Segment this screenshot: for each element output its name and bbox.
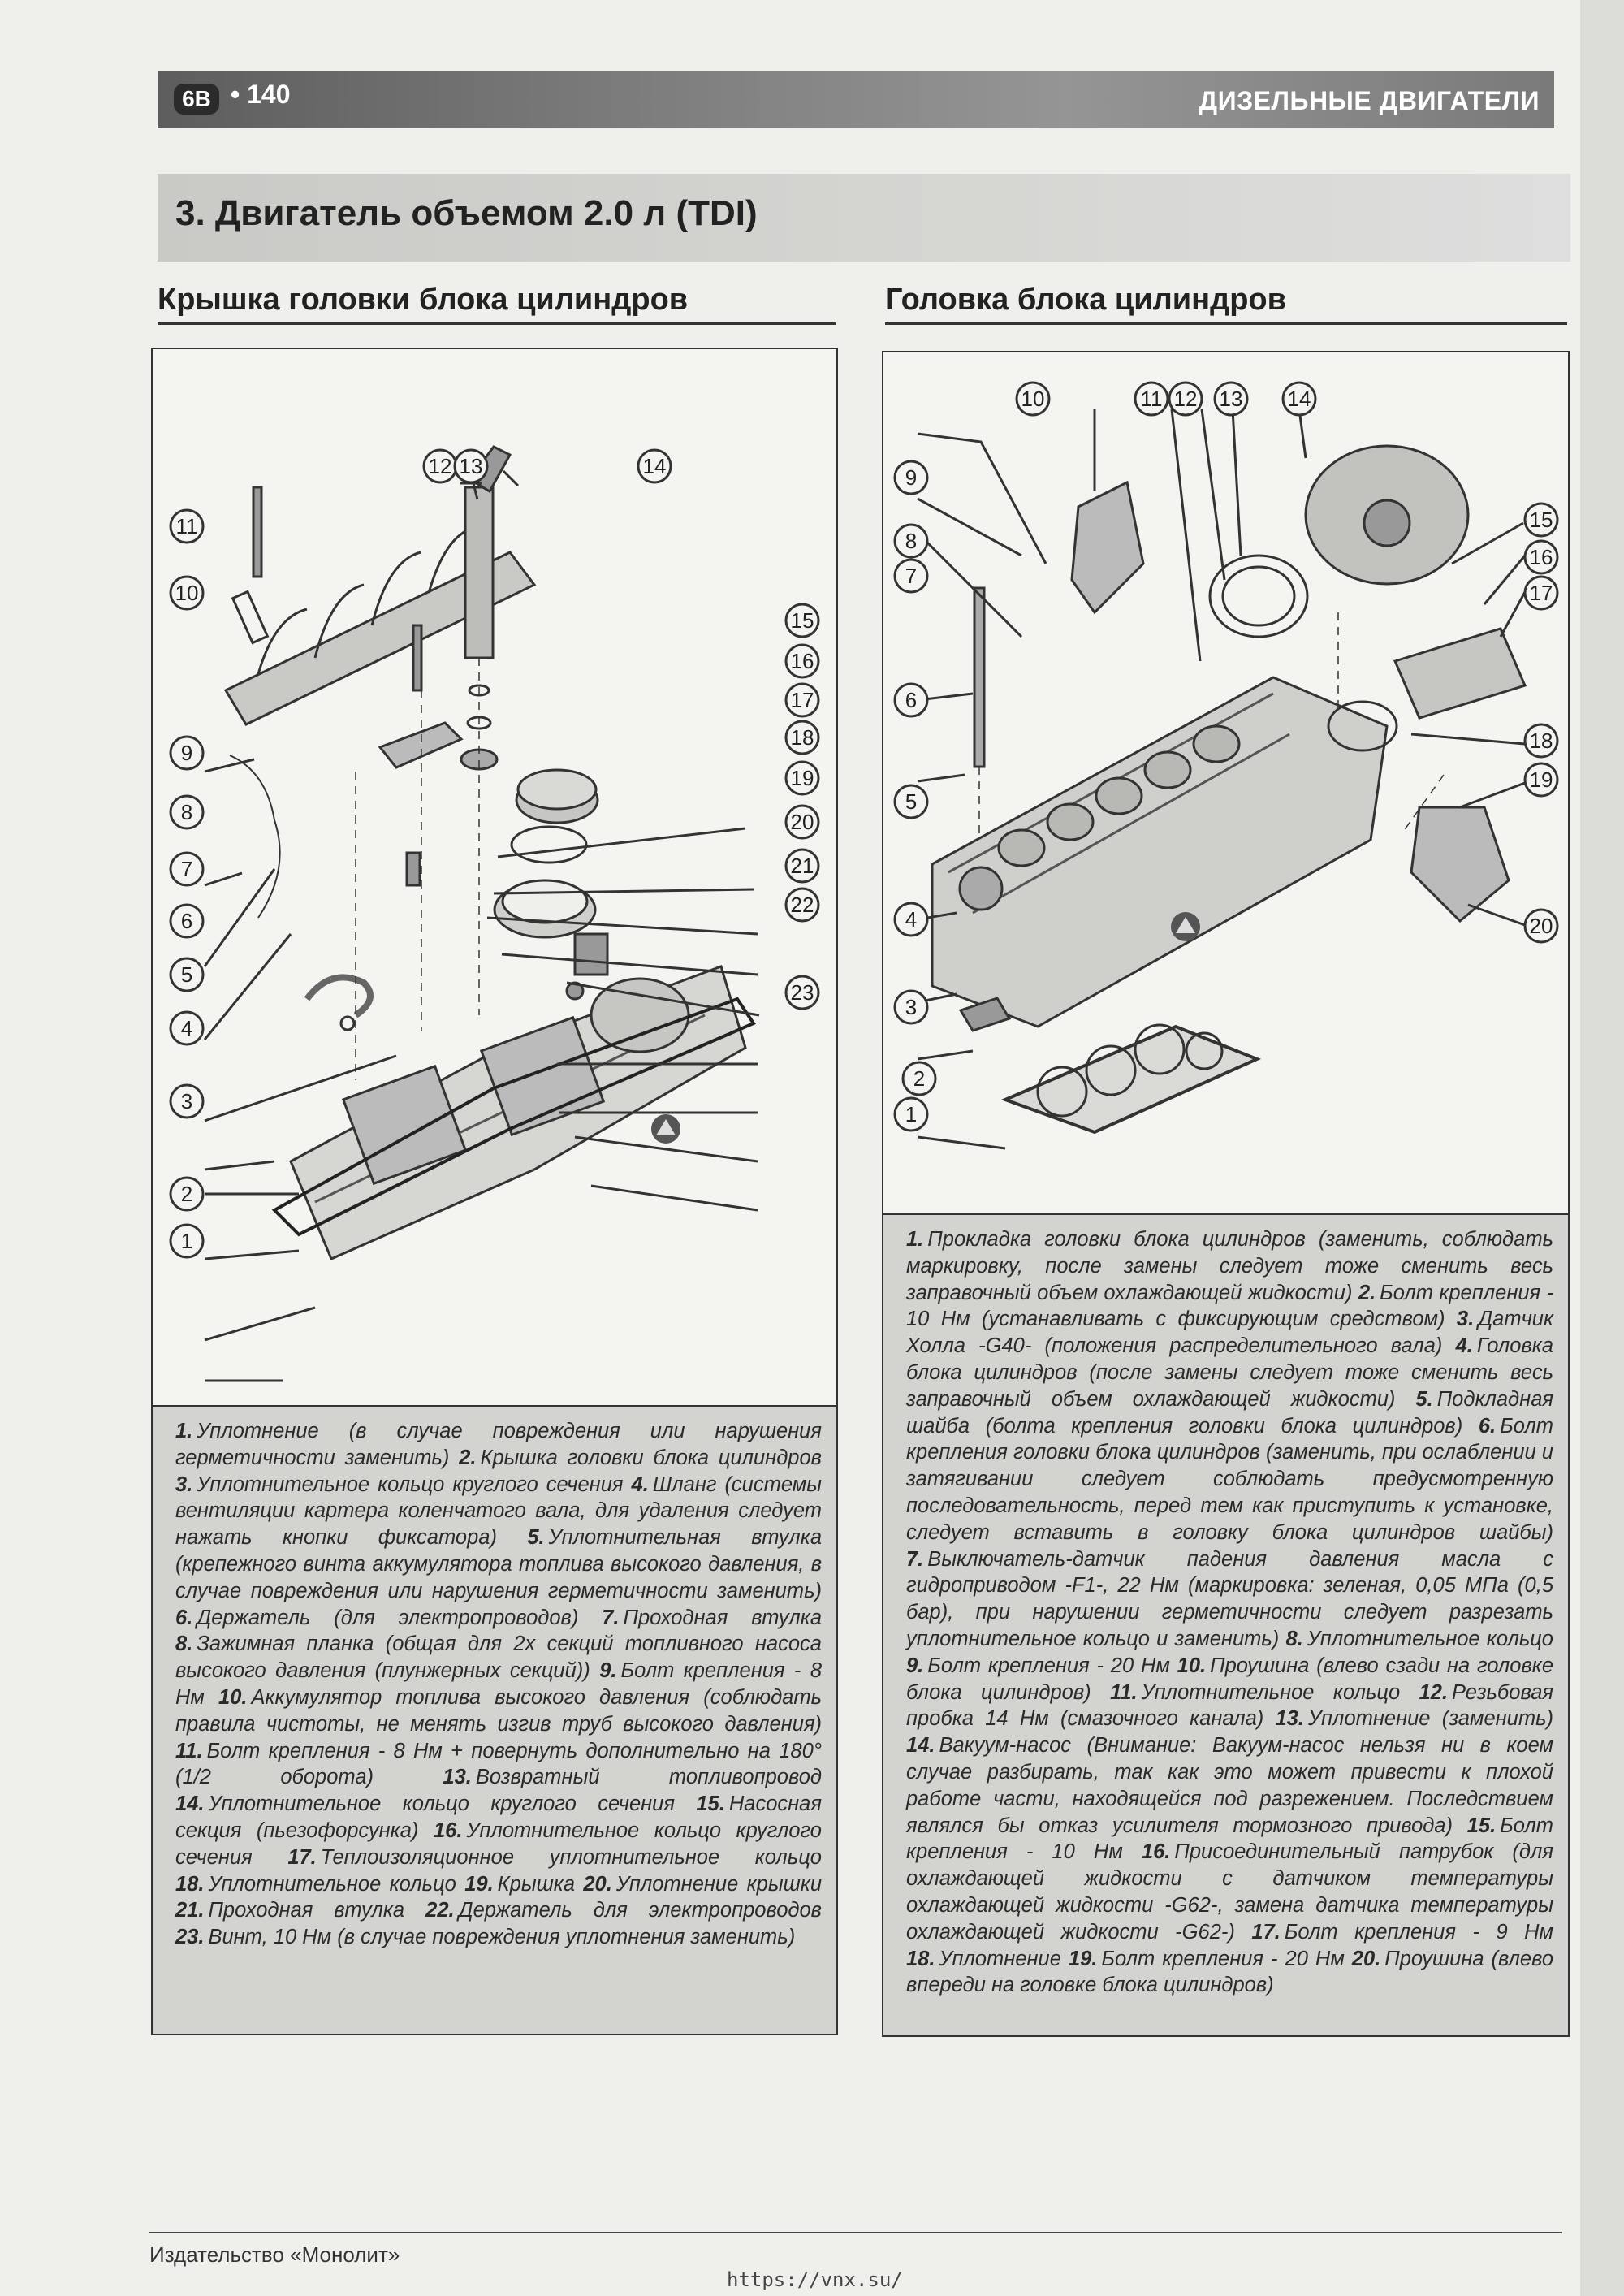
legend-text: Уплотнительное кольцо — [1307, 1627, 1553, 1650]
callout-21 — [786, 850, 818, 882]
legend-number: 11. — [1110, 1680, 1138, 1704]
callout-7 — [171, 853, 203, 885]
legend-text: Болт крепления - 10 Нм — [906, 1814, 1553, 1864]
svg-text:16: 16 — [790, 649, 814, 673]
legend-number: 18. — [906, 1947, 935, 1970]
legend-number: 10. — [218, 1685, 248, 1709]
callout-18 — [786, 721, 818, 754]
legend-number: 21. — [175, 1899, 205, 1922]
callout-20 — [1525, 910, 1557, 942]
legend-text: Болт крепления - 9 Нм — [1284, 1920, 1554, 1944]
legend-number: 18. — [175, 1872, 205, 1896]
legend-number: 13. — [443, 1766, 472, 1789]
svg-text:15: 15 — [790, 608, 814, 633]
legend-text: Головка блока цилиндров (после замены следует тоже сменить весь заправочный объем охлаждающей жидкости) — [906, 1334, 1553, 1411]
svg-text:11: 11 — [1140, 387, 1163, 411]
running-header — [158, 71, 1554, 128]
legend-text: Шланг (системы вентиляции картера коленчатого вала, для удаления следует нажать кнопки фиксатора) — [175, 1472, 822, 1550]
legend-number: 23. — [175, 1926, 205, 1949]
legend-text: Болт крепления - 8 Нм + повернуть дополнительно на 180° (1/2 оборота) — [175, 1739, 822, 1789]
callout-22 — [786, 889, 818, 921]
legend-text: Болт крепления - 10 Нм (устанавливать с фиксирующим средством) — [906, 1281, 1553, 1331]
svg-text:1: 1 — [905, 1102, 918, 1126]
callout-15 — [1525, 504, 1557, 536]
legend-number: 5. — [1415, 1387, 1433, 1411]
legend-text: Уплотнение (заменить) — [1308, 1707, 1553, 1731]
cylinder-head-cover-exploded-diagram — [153, 349, 836, 1405]
svg-text:1: 1 — [180, 1229, 193, 1253]
legend-number: 7. — [602, 1606, 620, 1629]
svg-text:7: 7 — [180, 857, 193, 881]
callout-10 — [1017, 383, 1049, 415]
legend-number: 14. — [175, 1792, 205, 1816]
legend-text: Вакуум-насос (Внимание: Вакуум-насос нельзя ни в коем случае разбирать, так как это может привести к плохой работе части, находящейся под разрежением. Последствием являлся бы отказ усилителя тормозного привода) — [906, 1734, 1553, 1837]
legend-text: Уплотнение крышки — [615, 1872, 823, 1896]
callout-13 — [1215, 383, 1247, 415]
legend-number: 8. — [1285, 1627, 1303, 1650]
svg-text:9: 9 — [905, 465, 918, 490]
legend-number: 8. — [175, 1632, 193, 1656]
callout-9 — [895, 461, 927, 494]
callout-3 — [171, 1085, 203, 1118]
legend-number: 6. — [1478, 1414, 1497, 1438]
callout-5 — [171, 958, 203, 991]
cylinder-head-cover-panel — [151, 348, 838, 2035]
svg-text:19: 19 — [790, 766, 814, 790]
callout-19 — [1525, 763, 1557, 796]
legend-number: 3. — [175, 1472, 193, 1496]
svg-text:14: 14 — [1287, 387, 1311, 411]
legend-text: Болт крепления - 20 Нм — [1101, 1947, 1352, 1970]
callout-14 — [638, 450, 671, 482]
callout-2 — [903, 1062, 935, 1095]
publisher-logo-icon — [651, 1114, 680, 1144]
svg-text:22: 22 — [790, 893, 814, 917]
legend-text: Болт крепления - 8 Нм — [175, 1659, 823, 1709]
legend-text: Возвратный топливопровод — [475, 1766, 823, 1789]
callout-1 — [895, 1098, 927, 1131]
svg-text:14: 14 — [642, 454, 667, 478]
svg-text:19: 19 — [1529, 767, 1553, 792]
section-title: ДИЗЕЛЬНЫЕ ДВИГАТЕЛИ — [1199, 86, 1540, 115]
left-column-heading: Крышка головки блока цилиндров — [158, 283, 836, 325]
legend-number: 3. — [1456, 1308, 1475, 1331]
callout-7 — [895, 560, 927, 592]
legend-number: 15. — [696, 1792, 725, 1816]
callout-23 — [786, 976, 818, 1009]
svg-text:10: 10 — [175, 581, 199, 605]
callout-1 — [171, 1225, 203, 1257]
svg-text:12: 12 — [428, 454, 452, 478]
page-edge-shadow — [1580, 0, 1624, 2296]
right-legend — [883, 1213, 1568, 2035]
legend-number: 19. — [1068, 1947, 1098, 1970]
legend-number: 22. — [425, 1899, 455, 1922]
callout-17 — [786, 684, 818, 716]
callout-3 — [895, 991, 927, 1023]
legend-text: Болт крепления головки блока цилиндров (заменить, при ослаблении и затягивании следует соблюдать предусмотренную последовательность, перед тем как приступить к установке, следует вставить в головку блока цилиндров шайбы) — [906, 1414, 1553, 1544]
legend-text: Присоединительный патрубок (для охлаждающей жидкости с датчиком температуры охлаждающей жидкости -G62-, замена датчика температуры охлаждающей жидкости -G62-) — [906, 1840, 1553, 1944]
legend-text: Уплотнительное кольцо — [208, 1872, 465, 1896]
legend-number: 15. — [1466, 1814, 1497, 1837]
svg-text:3: 3 — [180, 1089, 193, 1113]
svg-text:4: 4 — [180, 1016, 193, 1040]
callout-11 — [171, 510, 203, 543]
chapter-title: 3. Двигатель объемом 2.0 л (TDI) — [175, 193, 758, 233]
legend-text: Уплотнительное кольцо круглого сечения — [208, 1792, 697, 1816]
legend-number: 12. — [1419, 1680, 1449, 1704]
legend-text: Подкладная шайба (болта крепления головки блока цилиндров) — [906, 1387, 1553, 1438]
source-url: https://vnx.su/ — [727, 2268, 903, 2291]
callout-8 — [171, 796, 203, 828]
svg-text:8: 8 — [180, 800, 193, 824]
svg-text:6: 6 — [905, 688, 918, 712]
callout-13 — [455, 450, 487, 482]
svg-text:21: 21 — [790, 854, 814, 878]
svg-text:23: 23 — [790, 980, 814, 1005]
footer-rule — [149, 2232, 1562, 2233]
callout-12 — [424, 450, 456, 482]
legend-number: 5. — [527, 1526, 545, 1550]
legend-number: 10. — [1177, 1654, 1207, 1677]
legend-text: Проходная втулка — [208, 1899, 426, 1922]
legend-number: 2. — [459, 1446, 477, 1469]
svg-text:8: 8 — [905, 529, 918, 553]
legend-text: Крышка — [497, 1872, 584, 1896]
svg-text:18: 18 — [790, 725, 814, 750]
legend-text: Держатель (для электропроводов) — [197, 1606, 603, 1629]
callout-17 — [1525, 577, 1557, 609]
legend-text: Держатель для электропроводов — [458, 1899, 822, 1922]
legend-text: Уплотнительная втулка (крепежного винта аккумулятора топлива высокого давления, в случае повреждения или нарушения герметичности заменить) — [175, 1526, 822, 1602]
callout-2 — [171, 1178, 203, 1210]
callout-4 — [895, 903, 927, 936]
legend-text: Теплоизоляционное уплотнительное кольцо — [320, 1845, 822, 1869]
svg-text:13: 13 — [1219, 387, 1243, 411]
svg-text:20: 20 — [790, 810, 814, 834]
svg-text:18: 18 — [1529, 729, 1553, 753]
svg-text:2: 2 — [913, 1066, 926, 1091]
callout-14 — [1283, 383, 1315, 415]
legend-text: Уплотнительное кольцо — [1141, 1680, 1419, 1704]
left-legend — [153, 1405, 836, 2034]
callout-11 — [1135, 383, 1168, 415]
legend-number: 19. — [464, 1872, 494, 1896]
callout-6 — [171, 905, 203, 937]
legend-text: Крышка головки блока цилиндров — [480, 1446, 822, 1469]
callout-8 — [895, 525, 927, 557]
callout-15 — [786, 604, 818, 637]
legend-number: 20. — [583, 1872, 612, 1896]
legend-text: Проушина (влево впереди на головке блока цилиндров) — [906, 1947, 1554, 1997]
callout-12 — [1169, 383, 1202, 415]
legend-number: 17. — [287, 1845, 317, 1869]
cylinder-head-exploded-diagram — [883, 352, 1568, 1213]
legend-text: Болт крепления - 20 Нм — [927, 1654, 1177, 1677]
svg-text:6: 6 — [180, 909, 193, 933]
legend-number: 7. — [906, 1547, 924, 1571]
svg-text:4: 4 — [905, 907, 918, 932]
callout-5 — [895, 785, 927, 818]
legend-text: Насосная секция (пьезофорсунка) — [175, 1792, 822, 1842]
legend-text: Зажимная планка (общая для 2х секций топливного насоса высокого давления (плунжерных секций)) — [175, 1632, 822, 1683]
legend-text: Винт, 10 Нм (в случае повреждения уплотнения заменить) — [208, 1926, 796, 1949]
svg-text:11: 11 — [175, 514, 198, 538]
legend-number: 20. — [1351, 1947, 1381, 1970]
svg-text:16: 16 — [1529, 545, 1553, 569]
legend-text: Уплотнение — [939, 1947, 1069, 1970]
legend-number: 13. — [1275, 1707, 1305, 1731]
legend-text: Проушина (влево сзади на головке блока цилиндров) — [906, 1654, 1554, 1704]
legend-number: 14. — [906, 1734, 935, 1758]
svg-text:20: 20 — [1529, 914, 1553, 938]
callout-19 — [786, 762, 818, 794]
publisher-logo-icon — [1171, 912, 1200, 941]
legend-number: 6. — [175, 1606, 193, 1629]
legend-number: 1. — [906, 1228, 924, 1251]
right-column-heading: Головка блока цилиндров — [885, 283, 1567, 325]
callout-10 — [171, 577, 203, 609]
legend-number: 11. — [175, 1739, 203, 1762]
legend-text: Прокладка головки блока цилиндров (заменить, соблюдать маркировку, после замены следует тоже сменить весь заправочный объем охлаждающей жидкости) — [906, 1228, 1553, 1304]
page-number: • 140 — [231, 80, 291, 109]
callout-16 — [786, 645, 818, 677]
svg-text:5: 5 — [180, 962, 193, 987]
svg-text:3: 3 — [905, 995, 918, 1019]
legend-number: 9. — [906, 1654, 924, 1677]
callout-9 — [171, 737, 203, 769]
chapter-badge: 6B — [174, 84, 219, 115]
svg-text:9: 9 — [180, 741, 193, 765]
callout-20 — [786, 806, 818, 838]
legend-number: 9. — [599, 1659, 617, 1683]
legend-number: 4. — [1455, 1334, 1473, 1358]
legend-number: 2. — [1358, 1281, 1376, 1304]
legend-text: Аккумулятор топлива высокого давления (соблюдать правила чистоты, не менять изгив труб высокого давления) — [175, 1685, 822, 1736]
svg-text:10: 10 — [1021, 387, 1045, 411]
callout-6 — [895, 684, 927, 716]
legend-number: 4. — [631, 1472, 649, 1496]
legend-text: Уплотнительное кольцо круглого сечения — [175, 1818, 822, 1869]
svg-text:7: 7 — [905, 564, 918, 588]
svg-text:13: 13 — [459, 454, 483, 478]
callout-18 — [1525, 724, 1557, 757]
svg-text:17: 17 — [790, 688, 814, 712]
legend-text: Уплотнение (в случае повреждения или нарушения герметичности заменить) — [175, 1420, 822, 1469]
callout-16 — [1525, 541, 1557, 573]
legend-text: Выключатель-датчик падения давления масла с гидроприводом -F1-, 22 Нм (маркировка: зеленая, 0,05 МПа (0,5 бар), при нарушении герметичности следует разрезать уплотнительное кольцо и заменить) — [906, 1547, 1553, 1650]
legend-number: 1. — [175, 1420, 193, 1442]
svg-text:15: 15 — [1529, 508, 1553, 532]
svg-text:5: 5 — [905, 789, 918, 814]
legend-text: Проходная втулка — [623, 1606, 823, 1629]
svg-text:12: 12 — [1173, 387, 1198, 411]
legend-number: 17. — [1251, 1920, 1281, 1944]
legend-number: 16. — [1141, 1840, 1171, 1864]
svg-text:17: 17 — [1529, 581, 1553, 605]
legend-number: 16. — [433, 1818, 463, 1842]
legend-text: Датчик Холла -G40- (положения распределительного вала) — [906, 1308, 1553, 1358]
cylinder-head-panel — [882, 351, 1570, 2037]
legend-text: Резьбовая пробка 14 Нм (смазочного канала) — [906, 1680, 1553, 1731]
chapter-title-bar — [158, 174, 1570, 262]
legend-text: Уплотнительное кольцо круглого сечения — [197, 1472, 632, 1496]
svg-text:2: 2 — [180, 1182, 193, 1206]
callout-4 — [171, 1012, 203, 1044]
publisher-name: Издательство «Монолит» — [149, 2242, 400, 2267]
